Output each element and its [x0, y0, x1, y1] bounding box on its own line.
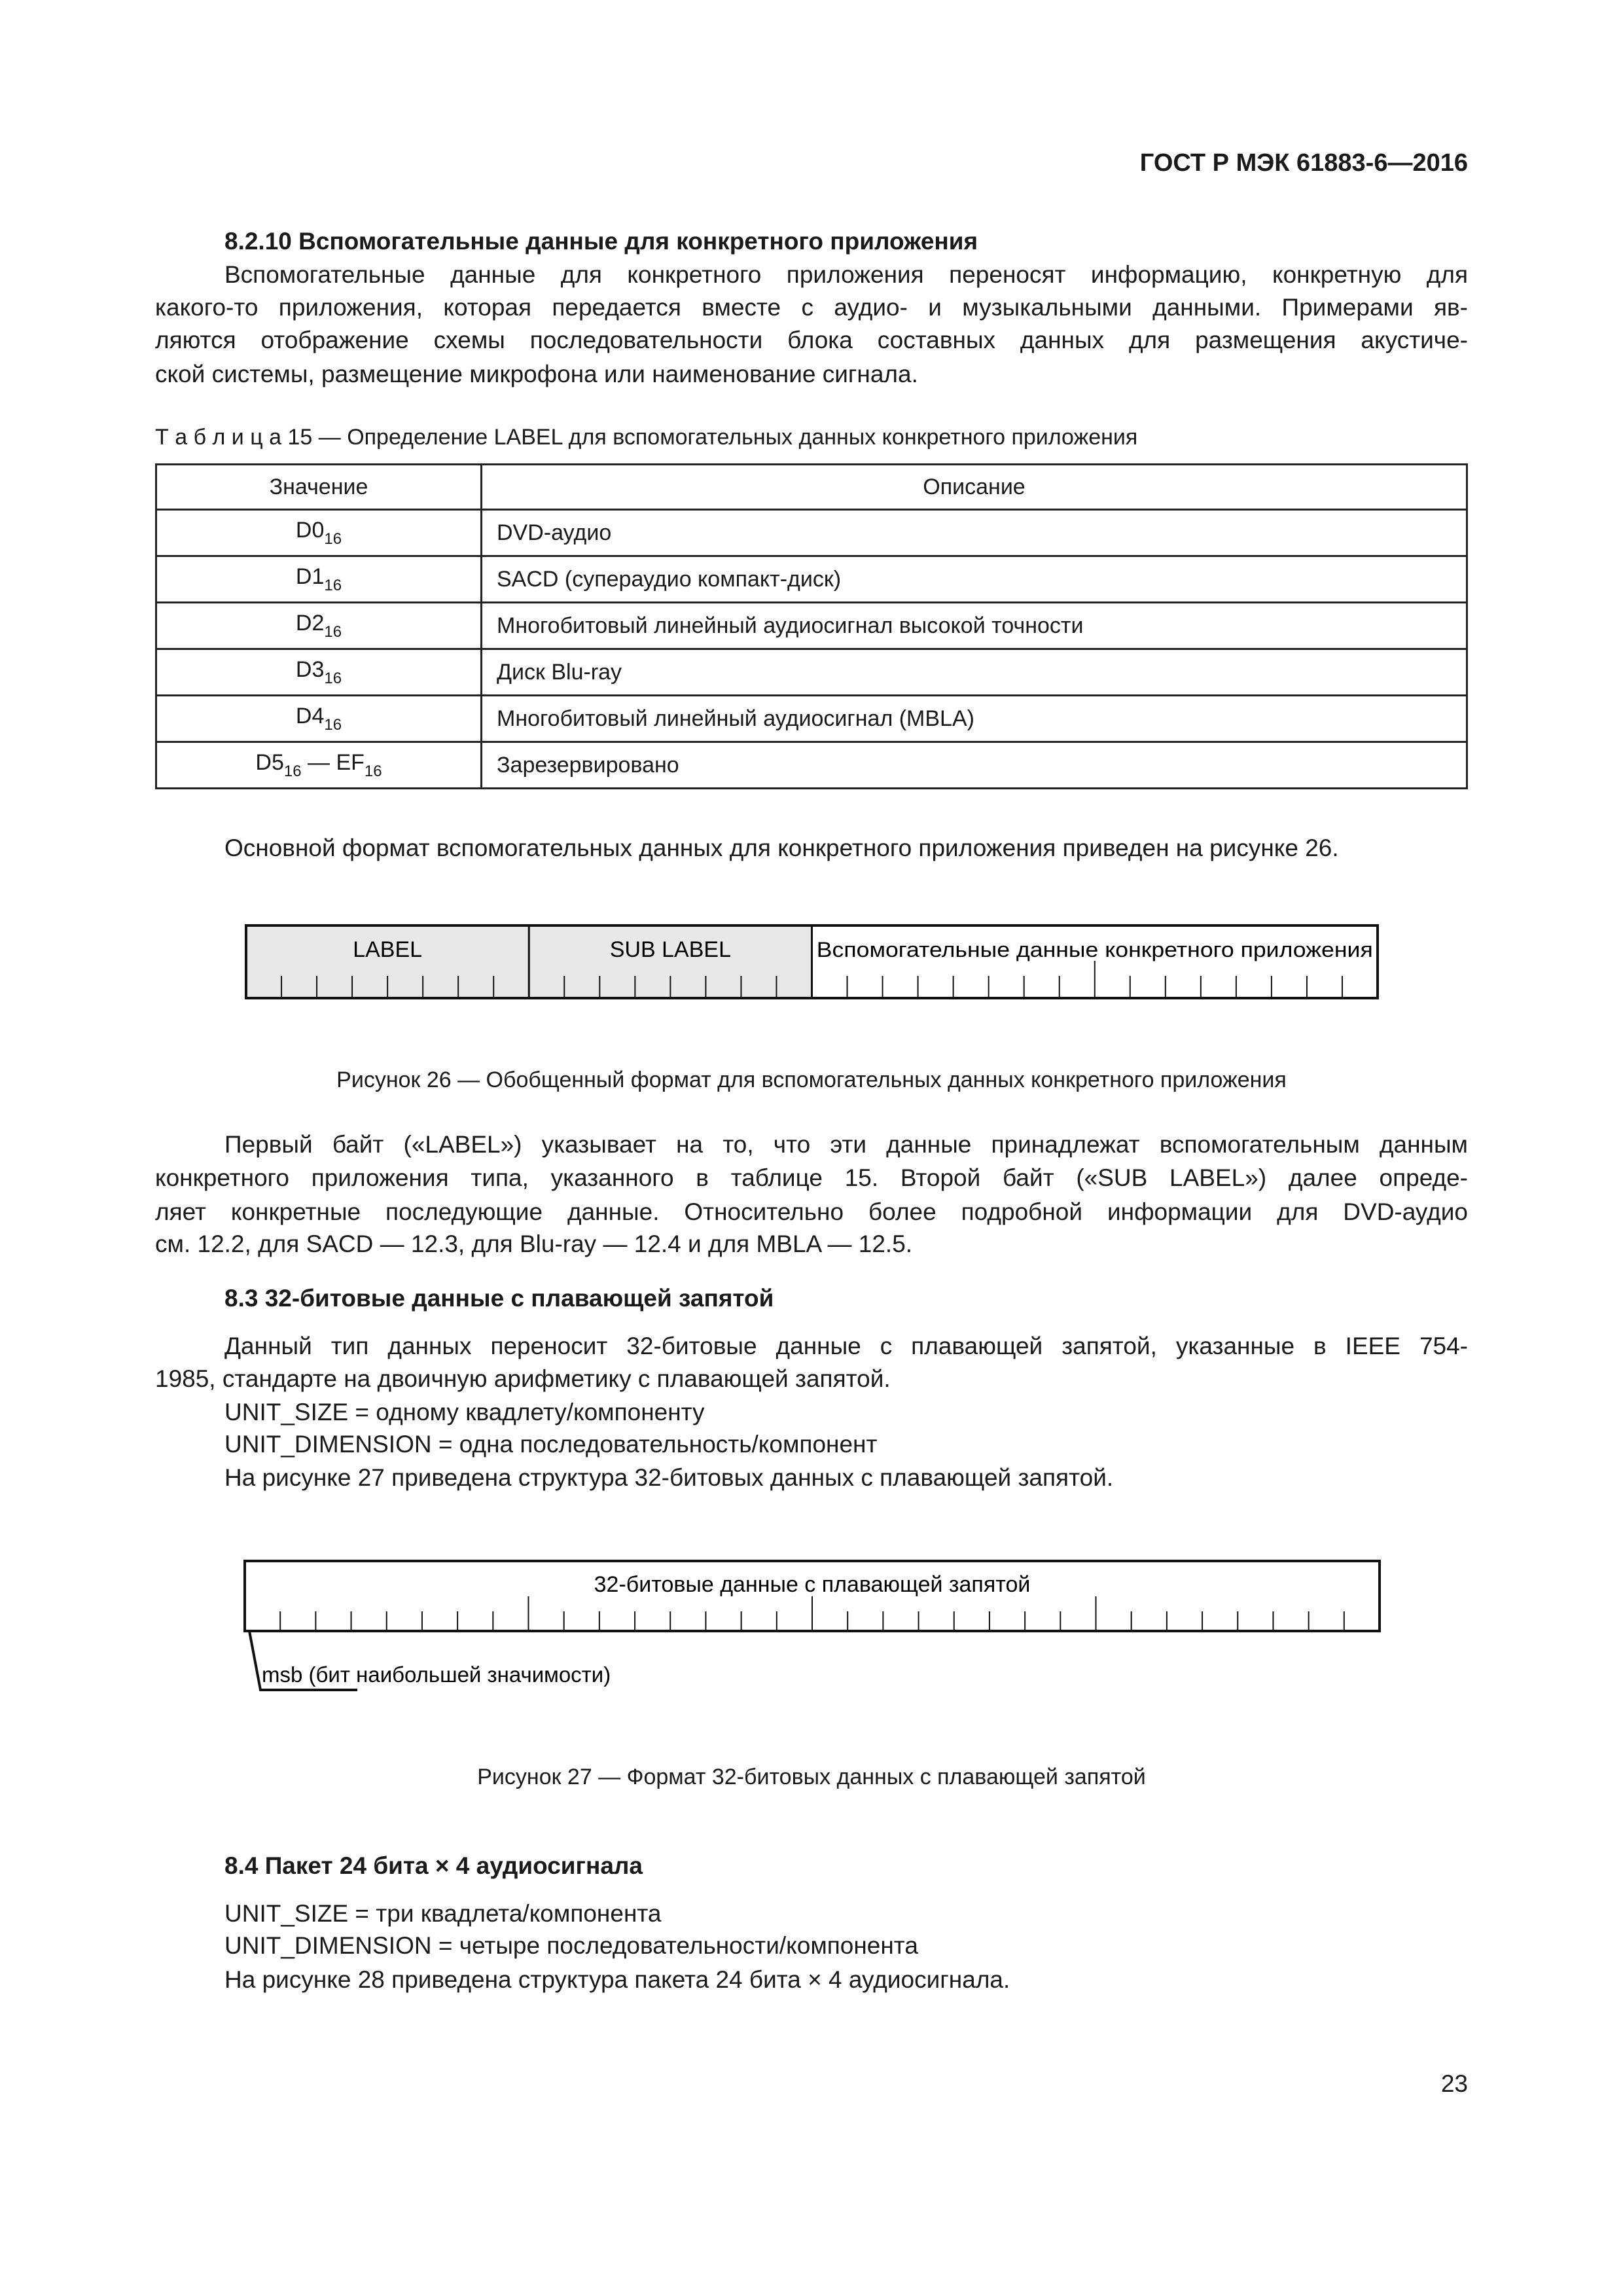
field-label-0: LABEL [353, 937, 423, 962]
paragraph-line: Первый байт («LABEL») указывает на то, что эти данные принадлежат вспомогательным данным [224, 1131, 1468, 1158]
paragraph-line: Основной формат вспомогательных данных для конкретного приложения приведен на рисунке 26. [224, 834, 1339, 861]
value-text: D3 [295, 656, 325, 682]
section-heading-8-4: 8.4 Пакет 24 бита × 4 аудиосигнала [224, 1852, 643, 1879]
description-cell: SACD (супераудио компакт-диск) [482, 556, 1467, 603]
paragraph-line: см. 12.2, для SACD — 12.3, для Blu-ray — 12.4 и для MBLA — 12.5. [155, 1230, 913, 1257]
paragraph-line: какого-то приложения, которая передается вместе с аудио- и музыкальными данными. Примерами яв- [155, 294, 1468, 321]
section-heading-8-2-10: 8.2.10 Вспомогательные данные для конкретного приложения [224, 228, 978, 255]
paragraph-line: На рисунке 27 приведена структура 32-битовых данных с плавающей запятой. [224, 1464, 1114, 1491]
paragraph-line: UNIT_SIZE = три квадлета/компонента [224, 1900, 662, 1927]
paragraph-line: На рисунке 28 приведена структура пакета 24 бита × 4 аудиосигнала. [224, 1966, 1010, 1993]
description-cell: Зарезервировано [482, 742, 1467, 789]
paragraph-line: ской системы, размещение микрофона или наименование сигнала. [155, 361, 918, 387]
column-header: Значение [156, 465, 482, 510]
paragraph-line: ляет конкретные последующие данные. Относительно более подробной информации для DVD-аудио [155, 1198, 1468, 1225]
page-number: 23 [1440, 2070, 1468, 2097]
description-cell: Диск Blu-ray [482, 649, 1467, 696]
value-subscript: 16 [324, 715, 342, 734]
paragraph-line: UNIT_DIMENSION = четыре последовательности/компонента [224, 1932, 918, 1959]
value-text: D2 [295, 610, 325, 636]
value-text: D0 [295, 517, 325, 543]
description-cell: Многобитовый линейный аудиосигнал (MBLA) [482, 696, 1467, 742]
paragraph-line: UNIT_SIZE = одному квадлету/компоненту [224, 1399, 705, 1426]
paragraph-line: Вспомогательные данные для конкретного приложения переносят информацию, конкретную для [224, 261, 1468, 288]
figure-26-caption: Рисунок 26 — Обобщенный формат для вспомогательных данных конкретного приложения [336, 1067, 1287, 1092]
paragraph-line: 1985, стандарте на двоичную арифметику с плавающей запятой. [155, 1365, 891, 1392]
value-subscript: 16 [283, 762, 302, 780]
msb-label: msb (бит наибольшей значимости) [262, 1662, 611, 1687]
value-text: D4 [295, 703, 325, 728]
paragraph-line: Данный тип данных переносит 32-битовые данные с плавающей запятой, указанные в IEEE 754- [224, 1333, 1468, 1359]
field-label-2: Вспомогательные данные конкретного приложения [816, 938, 1373, 961]
value-text-end: — EF [301, 749, 365, 775]
paragraph-line: ляются отображение схемы последовательности блока составных данных для размещения акустиче- [155, 327, 1468, 353]
column-header: Описание [482, 465, 1467, 510]
table-caption-text: 15 — Определение LABEL для вспомогательных данных конкретного приложения [281, 425, 1138, 450]
description-cell: DVD-аудио [482, 510, 1467, 556]
value-subscript: 16 [324, 529, 342, 548]
paragraph-line: конкретного приложения типа, указанного в таблице 15. Второй байт («SUB LABEL») далее опреде- [155, 1164, 1468, 1191]
value-subscript-end: 16 [364, 762, 382, 780]
value-text: D1 [295, 564, 325, 589]
field-label-1: SUB LABEL [609, 937, 731, 962]
table-caption-prefix: Т а б л и ц а [155, 425, 282, 450]
value-subscript: 16 [324, 669, 342, 687]
figure-27-caption: Рисунок 27 — Формат 32-битовых данных с плавающей запятой [477, 1765, 1146, 1789]
document-header: ГОСТ Р МЭК 61883-6—2016 [1139, 149, 1468, 177]
paragraph-line: UNIT_DIMENSION = одна последовательность/компонент [224, 1431, 878, 1458]
value-text: D5 [255, 749, 284, 775]
value-subscript: 16 [324, 576, 342, 594]
description-cell: Многобитовый линейный аудиосигнал высокой точности [482, 603, 1467, 649]
field-label: 32-битовые данные с плавающей запятой [594, 1572, 1031, 1597]
value-subscript: 16 [324, 622, 342, 641]
section-heading-8-3: 8.3 32-битовые данные с плавающей запятой [224, 1285, 774, 1312]
